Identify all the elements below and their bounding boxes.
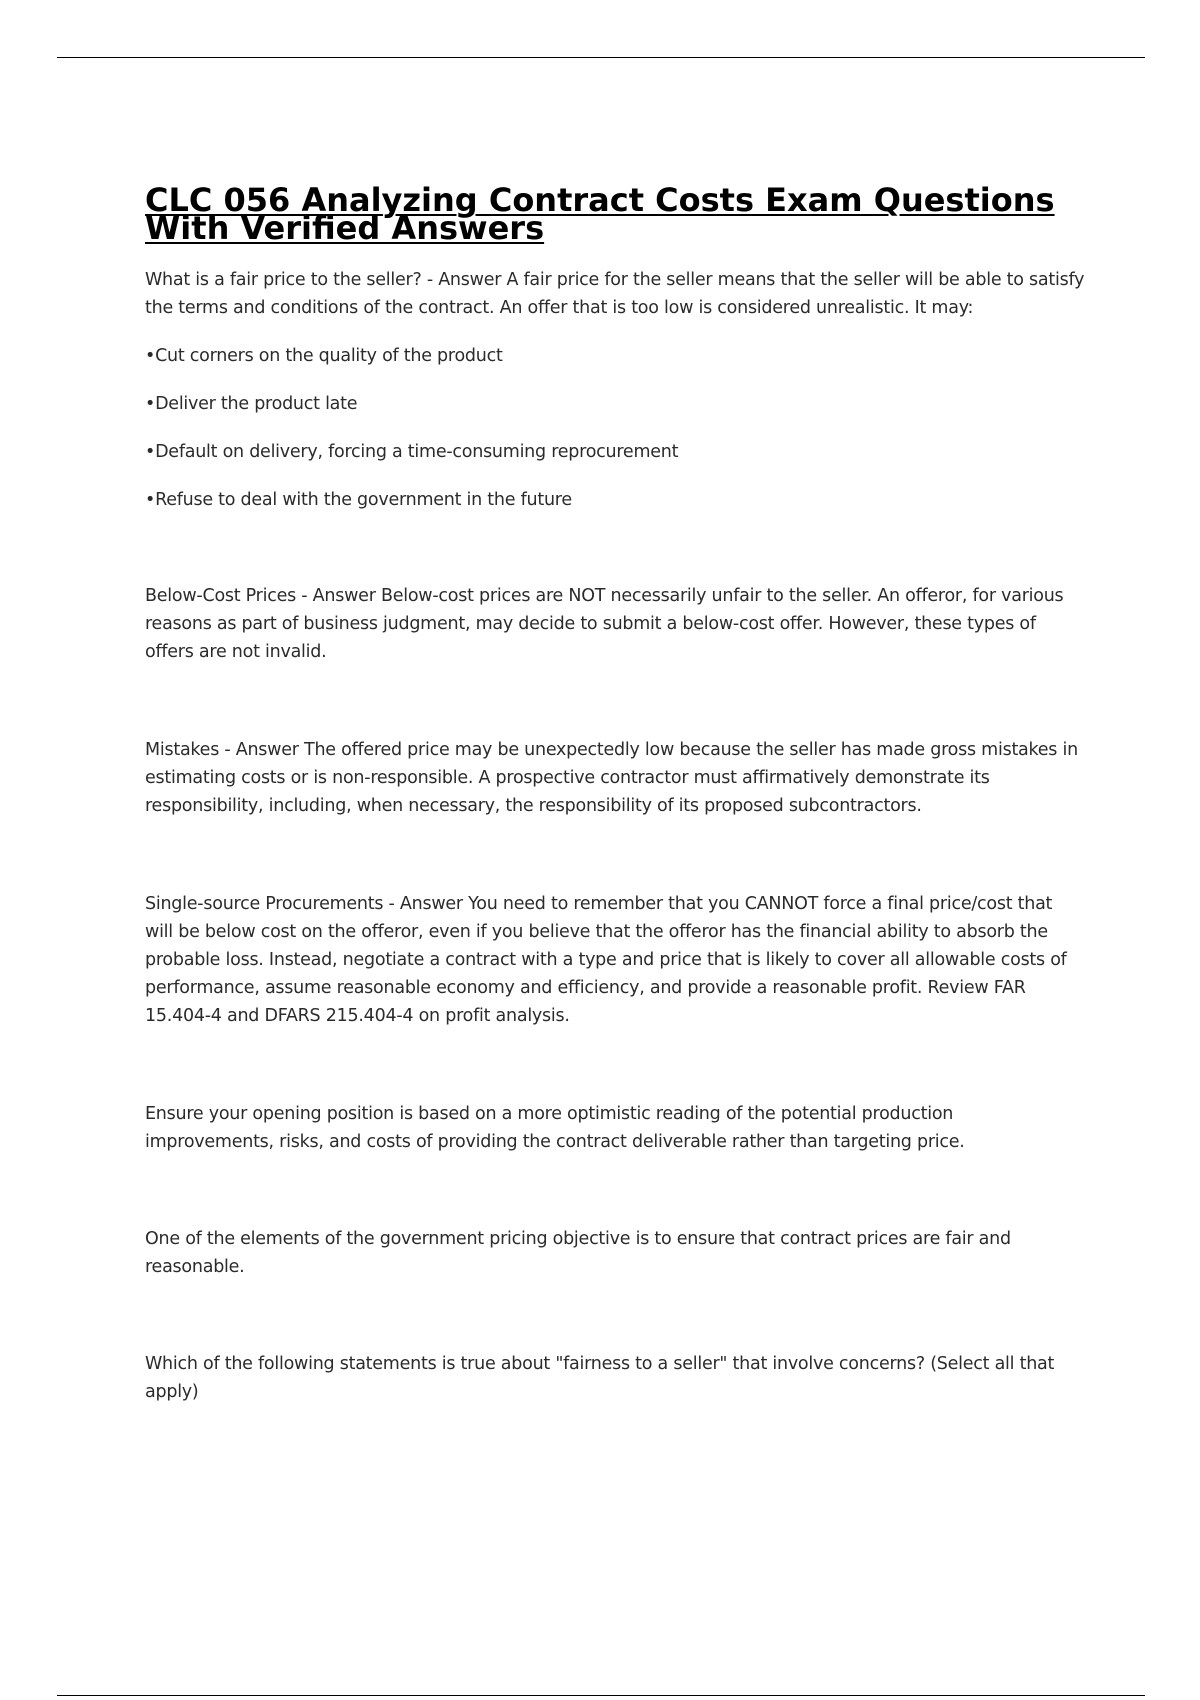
bottom-rule [57,1695,1145,1696]
paragraph-mistakes: Mistakes - Answer The offered price may be unexpectedly low because the seller has made gross mistakes in estimating costs or is non-responsible. A prospective contractor must affirmatively demonstrate its responsibility, including, when necessary, the responsibility of its proposed subcontractors. [145,740,1078,816]
paragraph-fairness-question: Which of the following statements is true about "fairness to a seller" that involve concerns? (Select all that apply) [145,1354,1055,1402]
paragraph-opening-position: Ensure your opening position is based on a more optimistic reading of the potential production improvements, risks, and costs of providing the contract deliverable rather than targeting price. [145,1104,965,1152]
question-fair-price: What is a fair price to the seller? - Answer A fair price for the seller means that the seller will be able to satisfy the terms and conditions of the contract. An offer that is too low is considered unrealistic. It may: [145,270,1085,318]
document-title: CLC 056 Analyzing Contract Costs Exam Questions With Verified Answers [145,181,1055,247]
paragraph-single-source: Single-source Procurements - Answer You need to remember that you CANNOT force a final price/cost that will be below cost on the offeror, even if you believe that the offeror has the financial ability to absorb the probable loss. Instead, negotiate a contract with a type and price that is likely to cover all allowable costs of performance, assume reasonable economy and efficiency, and provide a reasonable profit. Review FAR 15.404-4 and DFARS 215.404-4 on profit analysis. [145,894,1067,1026]
bullet-item: •Cut corners on the quality of the product [145,346,503,366]
paragraph-pricing-objective: One of the elements of the government pricing objective is to ensure that contract prices are fair and reasonable. [145,1229,1011,1277]
bullet-item: •Default on delivery, forcing a time-consuming reprocurement [145,442,679,462]
bullet-item: •Deliver the product late [145,394,358,414]
bullet-item: •Refuse to deal with the government in the future [145,490,572,510]
paragraph-below-cost-prices: Below-Cost Prices - Answer Below-cost prices are NOT necessarily unfair to the seller. An offeror, for various reasons as part of business judgment, may decide to submit a below-cost offer. However, these types of offers are not invalid. [145,586,1064,662]
top-rule [57,57,1145,58]
document-body [145,181,1085,1406]
